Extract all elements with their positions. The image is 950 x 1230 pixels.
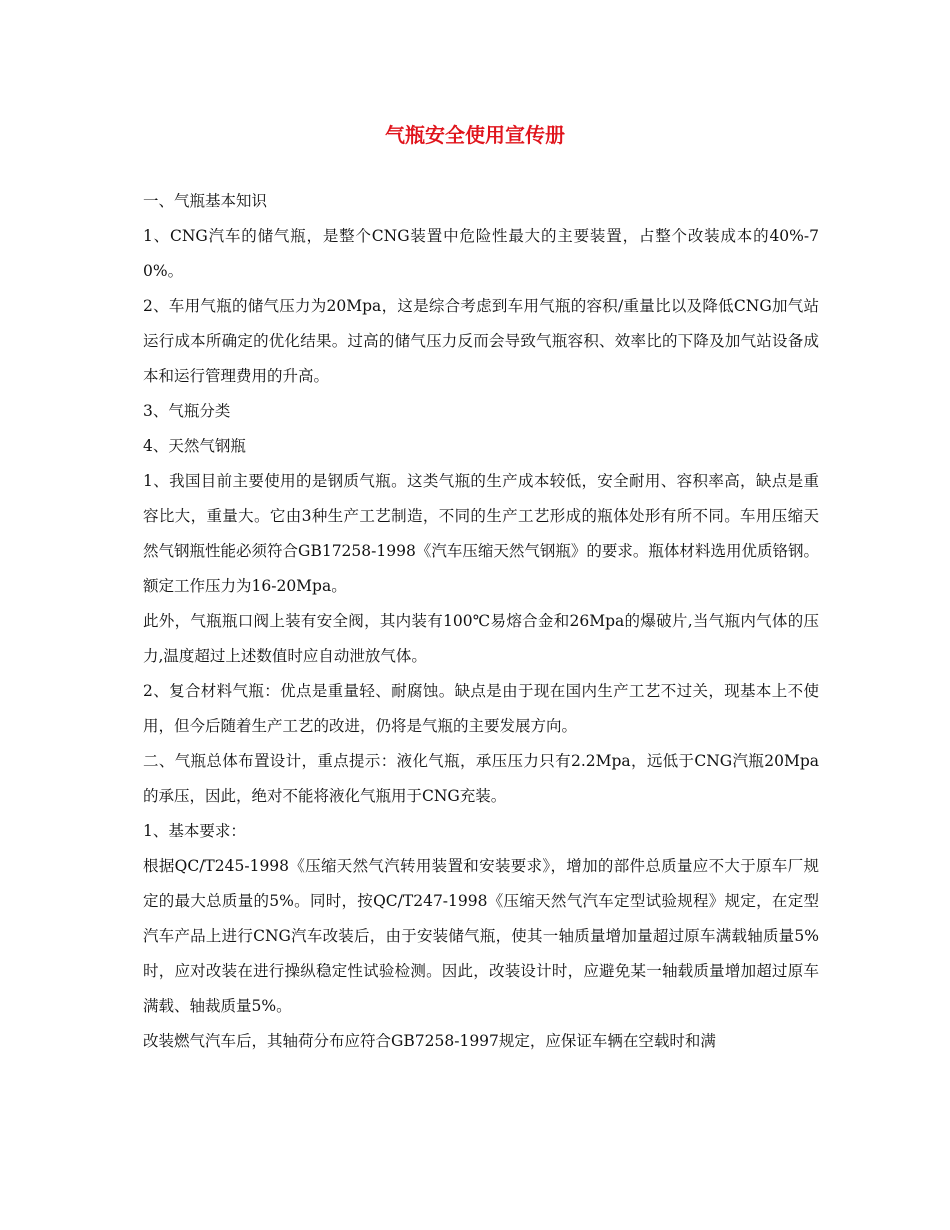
document-body: [143, 184, 819, 1059]
paragraph-11: 改装燃气汽车后，其轴荷分布应符合GB7258-1997规定，应保证车辆在空载时和满: [143, 1032, 716, 1050]
paragraph-9: 1、基本要求：: [143, 822, 246, 840]
paragraph-3: 3、气瓶分类: [143, 402, 231, 420]
section-heading-layout: 二、气瓶总体布置设计，重点提示：液化气瓶，承压压力只有2.2Mpa，远低于CNG汽瓶20Mpa的承压，因此，绝对不能将液化气瓶用于CNG充装。: [143, 752, 819, 805]
document-title: 气瓶安全使用宣传册: [385, 123, 565, 147]
paragraph-1: 1、CNG汽车的储气瓶，是整个CNG装置中危险性最大的主要装置，占整个改装成本的40%-70%。: [143, 227, 819, 280]
section-heading-basics: 一、气瓶基本知识: [143, 192, 268, 210]
paragraph-4: 4、天然气钢瓶: [143, 437, 246, 455]
paragraph-10: 根据QC/T245-1998《压缩天然气汽转用装置和安装要求》，增加的部件总质量应不大于原车厂规定的最大总质量的5%。同时，按QC/T247-1998《压缩天然气汽车定型试验规程》规定，在定型汽车产品上进行CNG汽车改装后，由于安装储气瓶，使其一轴质量增加量超过原车满载轴质量5%时，应对改装在进行操纵稳定性试验检测。因此，改装设计时，应避免某一轴载质量增加超过原车满载、轴裁质量5%。: [143, 857, 819, 1015]
paragraph-6: 此外，气瓶瓶口阀上装有安全阀，其内装有100℃易熔合金和26Mpa的爆破片,当气瓶内气体的压力,温度超过上述数值时应自动泄放气体。: [143, 612, 819, 665]
paragraph-7: 2、复合材料气瓶：优点是重量轻、耐腐蚀。缺点是由于现在国内生产工艺不过关，现基本上不使用，但今后随着生产工艺的改进，仍将是气瓶的主要发展方向。: [143, 682, 819, 735]
paragraph-2: 2、车用气瓶的储气压力为20Mpa，这是综合考虑到车用气瓶的容积/重量比以及降低CNG加气站运行成本所确定的优化结果。过高的储气压力反而会导致气瓶容积、效率比的下降及加气站设备成本和运行管理费用的升高。: [143, 297, 819, 385]
paragraph-5: 1、我国目前主要使用的是钢质气瓶。这类气瓶的生产成本较低，安全耐用、容积率高，缺点是重容比大，重量大。它由3种生产工艺制造，不同的生产工艺形成的瓶体处形有所不同。车用压缩天然气钢瓶性能必须符合GB17258-1998《汽车压缩天然气钢瓶》的要求。瓶体材料选用优质铬钢。额定工作压力为16-20Mpa。: [143, 472, 819, 595]
